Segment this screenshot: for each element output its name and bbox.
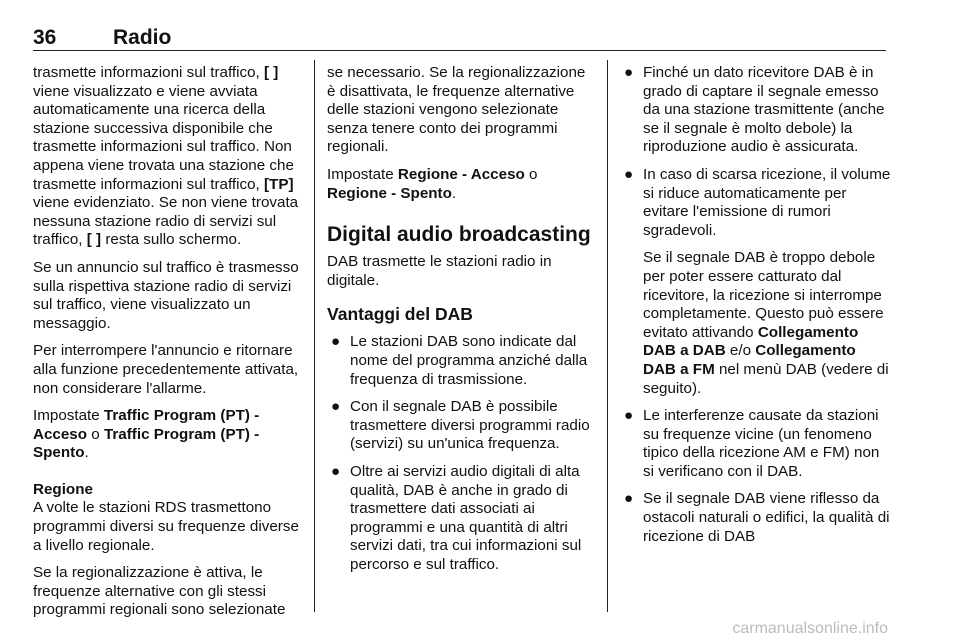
heading-dab: Digital audio broadcasting	[327, 223, 591, 247]
list-item: ● In caso di scarsa ricezione, il volume si riduce automaticamente per evitare l'emissione di rumori sgradevoli. Se il segnale DAB è troppo debole per poter essere catturato dal ricevitore, la ricezione si interrompe completamente. Questo può essere evitato attivando Collegamento DAB a DAB e/o Collegamento DAB a FM nel menù DAB (vedere di seguito).	[624, 165, 891, 397]
bullet-list	[620, 64, 892, 546]
bullet-icon: ●	[624, 407, 634, 425]
list-item: ● Le interferenze causate da stazioni su frequenze vicine (un fenomeno tipico della ricezione AM e FM) non si verificano con il DAB.	[624, 407, 880, 480]
watermark: carmanualsonline.info	[732, 620, 888, 637]
bullet-icon: ●	[331, 462, 341, 480]
bullet-icon: ●	[624, 490, 634, 508]
column-divider-1	[314, 60, 315, 612]
list-item: ● Finché un dato ricevitore DAB è in grado di captare il segnale emesso da una stazione trasmittente (anche se il segnale è molto debole) la riproduzione audio è assicurata.	[624, 64, 885, 156]
column-1	[33, 64, 303, 629]
paragraph: Se la regionalizzazione è attiva, le frequenze alternative con gli stessi programmi regionali sono selezionate	[33, 564, 286, 619]
paragraph: Impostate Traffic Program (PT) - Acceso o Traffic Program (PT) - Spento.	[33, 407, 260, 462]
bullet-icon: ●	[331, 333, 341, 351]
column-2	[327, 64, 595, 583]
list-item: ● Oltre ai servizi audio digitali di alta qualità, DAB è anche in grado di trasmettere dati associati ai programmi e una quantità di altri servizi dati, tra cui informazioni sul percorso e sul traffico.	[331, 462, 582, 573]
section-title: Radio	[113, 26, 172, 49]
paragraph: Per interrompere l'annuncio e ritornare alla funzione precedentemente attivata, non considerare l'allarme.	[33, 342, 299, 397]
column-3	[620, 64, 892, 555]
list-item: ● Le stazioni DAB sono indicate dal nome del programma anziché dalla frequenza di trasmissione.	[331, 333, 588, 388]
page-number: 36	[33, 26, 57, 49]
paragraph: Impostate Regione - Acceso o Regione - Spento.	[327, 165, 538, 202]
list-item: ● Con il segnale DAB è possibile trasmettere diversi programmi radio (servizi) su un'unica frequenza.	[331, 398, 590, 453]
bullet-icon: ●	[331, 398, 341, 416]
paragraph: DAB trasmette le stazioni radio in digitale.	[327, 253, 552, 289]
paragraph: Se un annuncio sul traffico è trasmesso sulla rispettiva stazione radio di servizi sul traffico, viene visualizzato un messaggio.	[33, 258, 299, 332]
column-divider-2	[607, 60, 608, 612]
bullet-icon: ●	[624, 165, 634, 183]
paragraph: trasmette informazioni sul traffico, [ ] viene visualizzato e viene avviata automaticamente una ricerca della stazione successiva disponibile che trasmette informazioni sul traffico. Non appena viene trovata una stazione che trasmette informazioni sul traffico, [TP] viene evidenziato. Se non viene trovata nessuna stazione radio di servizi sul traffico, [ ] resta sullo schermo.	[33, 64, 299, 249]
paragraph: A volte le stazioni RDS trasmettono programmi diversi su frequenze diverse a livello regionale.	[33, 499, 299, 554]
list-item: ● Se il segnale DAB viene riflesso da ostacoli naturali o edifici, la qualità di ricezione di DAB	[624, 490, 890, 545]
header-rule	[33, 50, 886, 51]
heading-regione: Regione	[33, 480, 93, 498]
bullet-icon: ●	[624, 64, 634, 81]
paragraph: se necessario. Se la regionalizzazione è disattivata, le frequenze alternative delle stazioni vengono selezionate senza tenere conto dei programmi regionali.	[327, 64, 586, 156]
bullet-list	[327, 333, 595, 574]
sub-paragraph: Se il segnale DAB è troppo debole per poter essere catturato dal ricevitore, la ricezione si interrompe completamente. Questo può essere evitato attivando Collegamento DAB a DAB e/o Collegamento DAB a FM nel menù DAB (vedere di seguito).	[643, 249, 889, 397]
heading-vantaggi: Vantaggi del DAB	[327, 304, 473, 325]
